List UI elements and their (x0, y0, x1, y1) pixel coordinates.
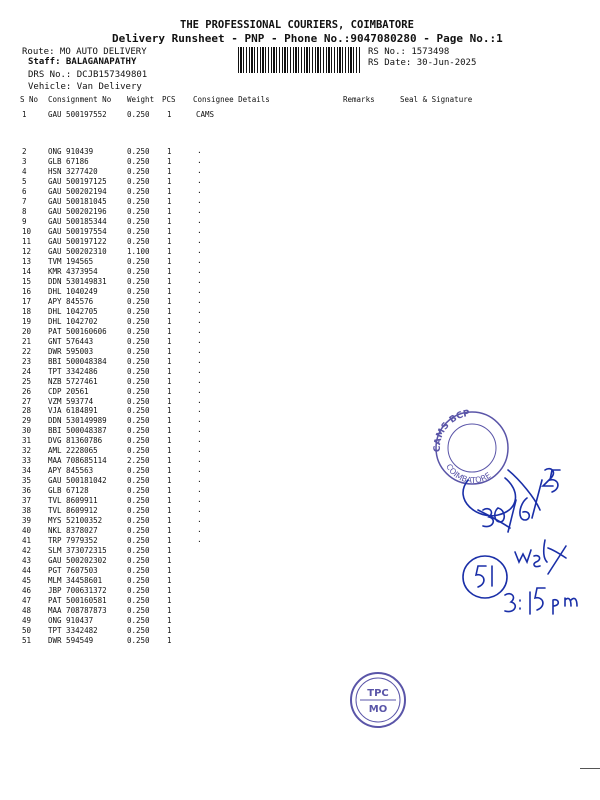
row-pcs: 1 (167, 166, 172, 176)
tpc-stamp (351, 673, 405, 727)
row-mark: . (197, 335, 202, 345)
row-weight: 0.250 (127, 166, 150, 176)
row-pcs: 1 (167, 276, 172, 286)
row-pcs: 1 (167, 356, 172, 366)
row-consignment: GAU 500197125 (48, 176, 107, 186)
row-sno: 37 (22, 496, 32, 506)
row-pcs: 1 (167, 476, 172, 486)
row-mark: . (197, 155, 202, 165)
row-weight: 0.250 (127, 516, 150, 526)
row-sno: 44 (22, 566, 32, 576)
row-sno: 47 (22, 596, 32, 606)
row-sno: 7 (22, 196, 27, 206)
row-mark: . (197, 385, 202, 395)
row-sno: 20 (22, 326, 32, 336)
row-consignment: TVL 8609912 (48, 506, 98, 516)
row-mark: . (197, 235, 202, 245)
row-weight: 0.250 (127, 536, 150, 546)
vehicle-label: Vehicle: Van Delivery (28, 82, 142, 92)
page-edge-mark (580, 768, 600, 769)
row-mark: . (197, 215, 202, 225)
row-sno: 42 (22, 546, 32, 556)
row-pcs: 1 (167, 366, 172, 376)
row-consignment: APY 845563 (48, 466, 94, 476)
row-weight: 0.250 (127, 256, 150, 266)
row-sno: 39 (22, 516, 32, 526)
row-pcs: 1 (167, 416, 172, 426)
row-sno: 10 (22, 226, 32, 236)
row-weight: 0.250 (127, 436, 150, 446)
row-sno: 51 (22, 636, 32, 646)
row-pcs: 1 (167, 606, 172, 616)
row-sno: 50 (22, 626, 32, 636)
row-mark: . (197, 395, 202, 405)
row-weight: 0.250 (127, 586, 150, 596)
row-consignment: AML 2228065 (48, 446, 98, 456)
row-consignment: GAU 500181042 (48, 476, 107, 486)
row-weight: 0.250 (127, 316, 150, 326)
row-sno: 48 (22, 606, 32, 616)
row-consignment: TVM 194565 (48, 256, 94, 266)
row-consignment: HSN 3277420 (48, 166, 98, 176)
bcp-stamp (433, 409, 508, 485)
row-pcs: 1 (167, 196, 172, 206)
row-consignment: DWR 594549 (48, 636, 94, 646)
row-consignment: PAT 500160581 (48, 596, 107, 606)
row-sno: 27 (22, 396, 32, 406)
row-pcs: 1 (167, 426, 172, 436)
rs-number: RS No.: 1573498 (368, 47, 450, 57)
row-weight: 0.250 (127, 486, 150, 496)
row-sno: 23 (22, 356, 32, 366)
row-mark: . (197, 515, 202, 525)
col-consignment: Consignment No (48, 95, 112, 104)
row-sno: 43 (22, 556, 32, 566)
row-weight: 0.250 (127, 346, 150, 356)
row-pcs: 1 (167, 466, 172, 476)
row-pcs: 1 (167, 626, 172, 636)
row-pcs: 1 (167, 316, 172, 326)
row-consignment: GNT 576443 (48, 336, 94, 346)
route-label: Route: MO AUTO DELIVERY (22, 47, 147, 57)
row-consignment: VZM 593774 (48, 396, 94, 406)
row-sno: 36 (22, 486, 32, 496)
row-sno: 38 (22, 506, 32, 516)
row-pcs: 1 (167, 496, 172, 506)
row-sno: 9 (22, 216, 27, 226)
row-consignment: MAA 708685114 (48, 456, 107, 466)
row-weight: 2.250 (127, 456, 150, 466)
row-pcs: 1 (167, 566, 172, 576)
row-mark: . (197, 245, 202, 255)
row-mark: . (197, 195, 202, 205)
row-consignment: CDP 20561 (48, 386, 89, 396)
row-mark: . (197, 275, 202, 285)
row-pcs: 1 (167, 506, 172, 516)
row-mark: . (197, 205, 202, 215)
row-sno: 13 (22, 256, 32, 266)
row-pcs: 1 (167, 306, 172, 316)
drs-number: DRS No.: DCJB157349801 (28, 70, 148, 80)
document-title: THE PROFESSIONAL COURIERS, COIMBATORE (180, 19, 414, 31)
row-pcs: 1 (167, 636, 172, 646)
row-mark: . (197, 185, 202, 195)
rs-date: RS Date: 30-Jun-2025 (368, 58, 477, 68)
row-pcs: 1 (167, 346, 172, 356)
row-consignment: DHL 1042702 (48, 316, 98, 326)
row-sno: 25 (22, 376, 32, 386)
row-weight: 0.250 (127, 196, 150, 206)
row-pcs: 1 (167, 446, 172, 456)
row-mark: . (197, 435, 202, 445)
row-sno: 21 (22, 336, 32, 346)
row-pcs: 1 (167, 516, 172, 526)
row-consignment: NZB 5727461 (48, 376, 98, 386)
row-weight: 0.250 (127, 276, 150, 286)
row-sno: 1 (22, 110, 27, 119)
row-pcs: 1 (167, 326, 172, 336)
row-consignment: DHL 1042705 (48, 306, 98, 316)
row-weight: 0.250 (127, 576, 150, 586)
row-weight: 0.250 (127, 596, 150, 606)
row-consignment: GAU 500185344 (48, 216, 107, 226)
row-weight: 0.250 (127, 156, 150, 166)
row-sno: 34 (22, 466, 32, 476)
row-mark: . (197, 295, 202, 305)
row-weight: 0.250 (127, 476, 150, 486)
row-sno: 12 (22, 246, 32, 256)
row-sno: 31 (22, 436, 32, 446)
row-pcs: 1 (167, 586, 172, 596)
row-weight: 0.250 (127, 396, 150, 406)
row-pcs: 1 (167, 156, 172, 166)
row-mark: . (197, 165, 202, 175)
row-weight: 0.250 (127, 356, 150, 366)
row-consignment: MAA 708787873 (48, 606, 107, 616)
row-mark: . (197, 455, 202, 465)
row-consignment: DVG 81360786 (48, 436, 103, 446)
row-mark: . (197, 525, 202, 535)
svg-text:CAMS BCP: CAMS BCP (432, 408, 471, 453)
row-weight: 0.250 (127, 186, 150, 196)
row-mark: . (197, 175, 202, 185)
row-pcs: 1 (167, 546, 172, 556)
row-consignment: GAU 500197122 (48, 236, 107, 246)
row-pcs: 1 (167, 386, 172, 396)
row-consignment: GAU 500202196 (48, 206, 107, 216)
svg-text:TPC: TPC (367, 688, 389, 699)
row-mark: . (197, 485, 202, 495)
row-pcs: 1 (167, 556, 172, 566)
row-sno: 4 (22, 166, 27, 176)
row-sno: 2 (22, 147, 27, 156)
row-mark: . (197, 375, 202, 385)
row-consignment: DWR 595003 (48, 346, 94, 356)
row-weight: 0.250 (127, 336, 150, 346)
row-mark: . (197, 255, 202, 265)
row-pcs: 1 (167, 536, 172, 546)
row-pcs: 1 (167, 286, 172, 296)
row-weight: 0.250 (127, 506, 150, 516)
row-weight: 0.250 (127, 546, 150, 556)
row-consignment: BBI 500048387 (48, 426, 107, 436)
row-mark: . (197, 265, 202, 275)
row-pcs: 1 (167, 206, 172, 216)
row-weight: 0.250 (127, 406, 150, 416)
row-consignment: JBP 700631372 (48, 586, 107, 596)
row-sno: 22 (22, 346, 32, 356)
row-pcs: 1 (167, 296, 172, 306)
row-pcs: 1 (167, 186, 172, 196)
row-sno: 6 (22, 186, 27, 196)
row-consignment: SLM 373072315 (48, 546, 107, 556)
row-consignment: ONG 910437 (48, 616, 94, 626)
row-sno: 5 (22, 176, 27, 186)
col-pcs: PCS (162, 95, 176, 104)
row-pcs: 1 (167, 376, 172, 386)
row-consignment: APY 845576 (48, 296, 94, 306)
row-weight: 0.250 (127, 446, 150, 456)
row-weight: 0.250 (127, 216, 150, 226)
document-subtitle: Delivery Runsheet - PNP - Phone No.:9047080280 - Page No.:1 (112, 32, 503, 45)
row-consignment: DDN 530149831 (48, 276, 107, 286)
row-mark: . (197, 505, 202, 515)
row-sno: 45 (22, 576, 32, 586)
row-consignment: TVL 8609911 (48, 496, 98, 506)
row-weight: 0.250 (127, 296, 150, 306)
row-pcs: 1 (167, 336, 172, 346)
row-pcs: 1 (167, 266, 172, 276)
row-sno: 29 (22, 416, 32, 426)
row-consignment: GAU 500197554 (48, 226, 107, 236)
row-sno: 41 (22, 536, 32, 546)
row-weight: 0.250 (127, 606, 150, 616)
row-weight: 0.250 (127, 376, 150, 386)
row-sno: 35 (22, 476, 32, 486)
row-weight: 0.250 (127, 386, 150, 396)
row-weight: 0.250 (127, 236, 150, 246)
row-mark: . (197, 225, 202, 235)
row-weight: 0.250 (127, 496, 150, 506)
row-pcs: 1 (167, 596, 172, 606)
row-sno: 33 (22, 456, 32, 466)
row-pcs: 1 (167, 246, 172, 256)
row-weight: 0.250 (127, 266, 150, 276)
row-pcs: 1 (167, 486, 172, 496)
row-consignment: GAU 500202310 (48, 246, 107, 256)
row-mark: . (197, 345, 202, 355)
col-sno: S No (20, 95, 39, 104)
row-weight: 0.250 (127, 206, 150, 216)
row-sno: 16 (22, 286, 32, 296)
row-sno: 8 (22, 206, 27, 216)
row-sno: 14 (22, 266, 32, 276)
row-sno: 30 (22, 426, 32, 436)
row-sno: 49 (22, 616, 32, 626)
handwritten-signature (463, 469, 577, 614)
row-consignment: MYS 52100352 (48, 516, 103, 526)
row-weight: 0.250 (127, 306, 150, 316)
row-sno: 32 (22, 446, 32, 456)
row-consignment: GAU 500181045 (48, 196, 107, 206)
row-consignment: PAT 500160606 (48, 326, 107, 336)
row-pcs: 1 (167, 436, 172, 446)
row-weight: 0.250 (127, 416, 150, 426)
row-weight: 0.250 (127, 626, 150, 636)
row-pcs: 1 (167, 236, 172, 246)
row-sno: 40 (22, 526, 32, 536)
row-consignment: GAU 500202194 (48, 186, 107, 196)
row-weight: 0.250 (127, 636, 150, 646)
row-pcs: 1 (167, 526, 172, 536)
col-remarks: Remarks (343, 95, 375, 104)
row-weight: 0.250 (127, 526, 150, 536)
row-consignment: GLB 67128 (48, 486, 89, 496)
row-mark: . (197, 475, 202, 485)
row-consignment: KMR 4373954 (48, 266, 98, 276)
row-weight: 1.100 (127, 246, 150, 256)
row-weight: 0.250 (127, 226, 150, 236)
col-weight: Weight (127, 95, 155, 104)
col-consignee: Consignee Details (193, 95, 270, 104)
row-weight: 0.250 (127, 366, 150, 376)
row-consignment: TPT 3342486 (48, 366, 98, 376)
row-sno: 18 (22, 306, 32, 316)
row-mark: . (197, 415, 202, 425)
row-weight: 0.250 (127, 176, 150, 186)
row-mark: . (197, 305, 202, 315)
row-mark: . (197, 535, 202, 545)
row-consignment: MLM 34458601 (48, 576, 103, 586)
row-consignment: TRP 7979352 (48, 536, 98, 546)
row-weight: 0.250 (127, 326, 150, 336)
row-sno: 17 (22, 296, 32, 306)
row-mark: . (197, 365, 202, 375)
row-mark: . (197, 355, 202, 365)
row-pcs: 1 (167, 616, 172, 626)
row-pcs: 1 (167, 176, 172, 186)
row-sno: 11 (22, 236, 32, 246)
row-mark: . (197, 465, 202, 475)
staff-label: Staff: BALAGANAPATHY (28, 57, 137, 67)
row-sno: 28 (22, 406, 32, 416)
row-weight: 0.250 (127, 286, 150, 296)
row-pcs: 1 (167, 226, 172, 236)
row-sno: 24 (22, 366, 32, 376)
row-pcs: 1 (167, 110, 172, 119)
row-pcs: 1 (167, 576, 172, 586)
row-weight: 0.250 (127, 566, 150, 576)
row-mark: . (197, 405, 202, 415)
row-consignment: TPT 3342482 (48, 626, 98, 636)
row-weight: 0.250 (127, 147, 150, 156)
row-pcs: 1 (167, 216, 172, 226)
row-sno: 46 (22, 586, 32, 596)
row-consignment: NKL 8378027 (48, 526, 98, 536)
row-consignment: DDN 530149989 (48, 416, 107, 426)
row-consignment: DHL 1040249 (48, 286, 98, 296)
row-pcs: 1 (167, 456, 172, 466)
row-weight: 0.250 (127, 426, 150, 436)
row-mark: . (197, 315, 202, 325)
row-sno: 19 (22, 316, 32, 326)
row-mark: . (197, 495, 202, 505)
row-pcs: 1 (167, 396, 172, 406)
col-seal-signature: Seal & Signature (400, 95, 473, 104)
row-mark: . (197, 445, 202, 455)
svg-text:COIMBATORE: COIMBATORE (444, 462, 493, 485)
row-consignment: PGT 7607503 (48, 566, 98, 576)
row-weight: 0.250 (127, 466, 150, 476)
row-weight: 0.250 (127, 616, 150, 626)
row-mark: . (197, 425, 202, 435)
row-consignment: VJA 6184891 (48, 406, 98, 416)
row-pcs: 1 (167, 147, 172, 156)
row-sno: 26 (22, 386, 32, 396)
row-mark: . (197, 285, 202, 295)
row-consignment: ONG 910439 (48, 147, 94, 156)
row-consignment: GLB 67186 (48, 156, 89, 166)
row-consignee: CAMS (196, 110, 215, 119)
row-weight: 0.250 (127, 110, 150, 119)
row-sno: 3 (22, 156, 27, 166)
row-consignment: GAU 500202302 (48, 556, 107, 566)
svg-text:MO: MO (368, 704, 388, 715)
row-mark: . (197, 325, 202, 335)
row-pcs: 1 (167, 406, 172, 416)
row-sno: 15 (22, 276, 32, 286)
row-mark: . (197, 146, 202, 155)
row-consignment: BBI 500048384 (48, 356, 107, 366)
row-consignment: GAU 500197552 (48, 110, 107, 119)
row-weight: 0.250 (127, 556, 150, 566)
row-pcs: 1 (167, 256, 172, 266)
